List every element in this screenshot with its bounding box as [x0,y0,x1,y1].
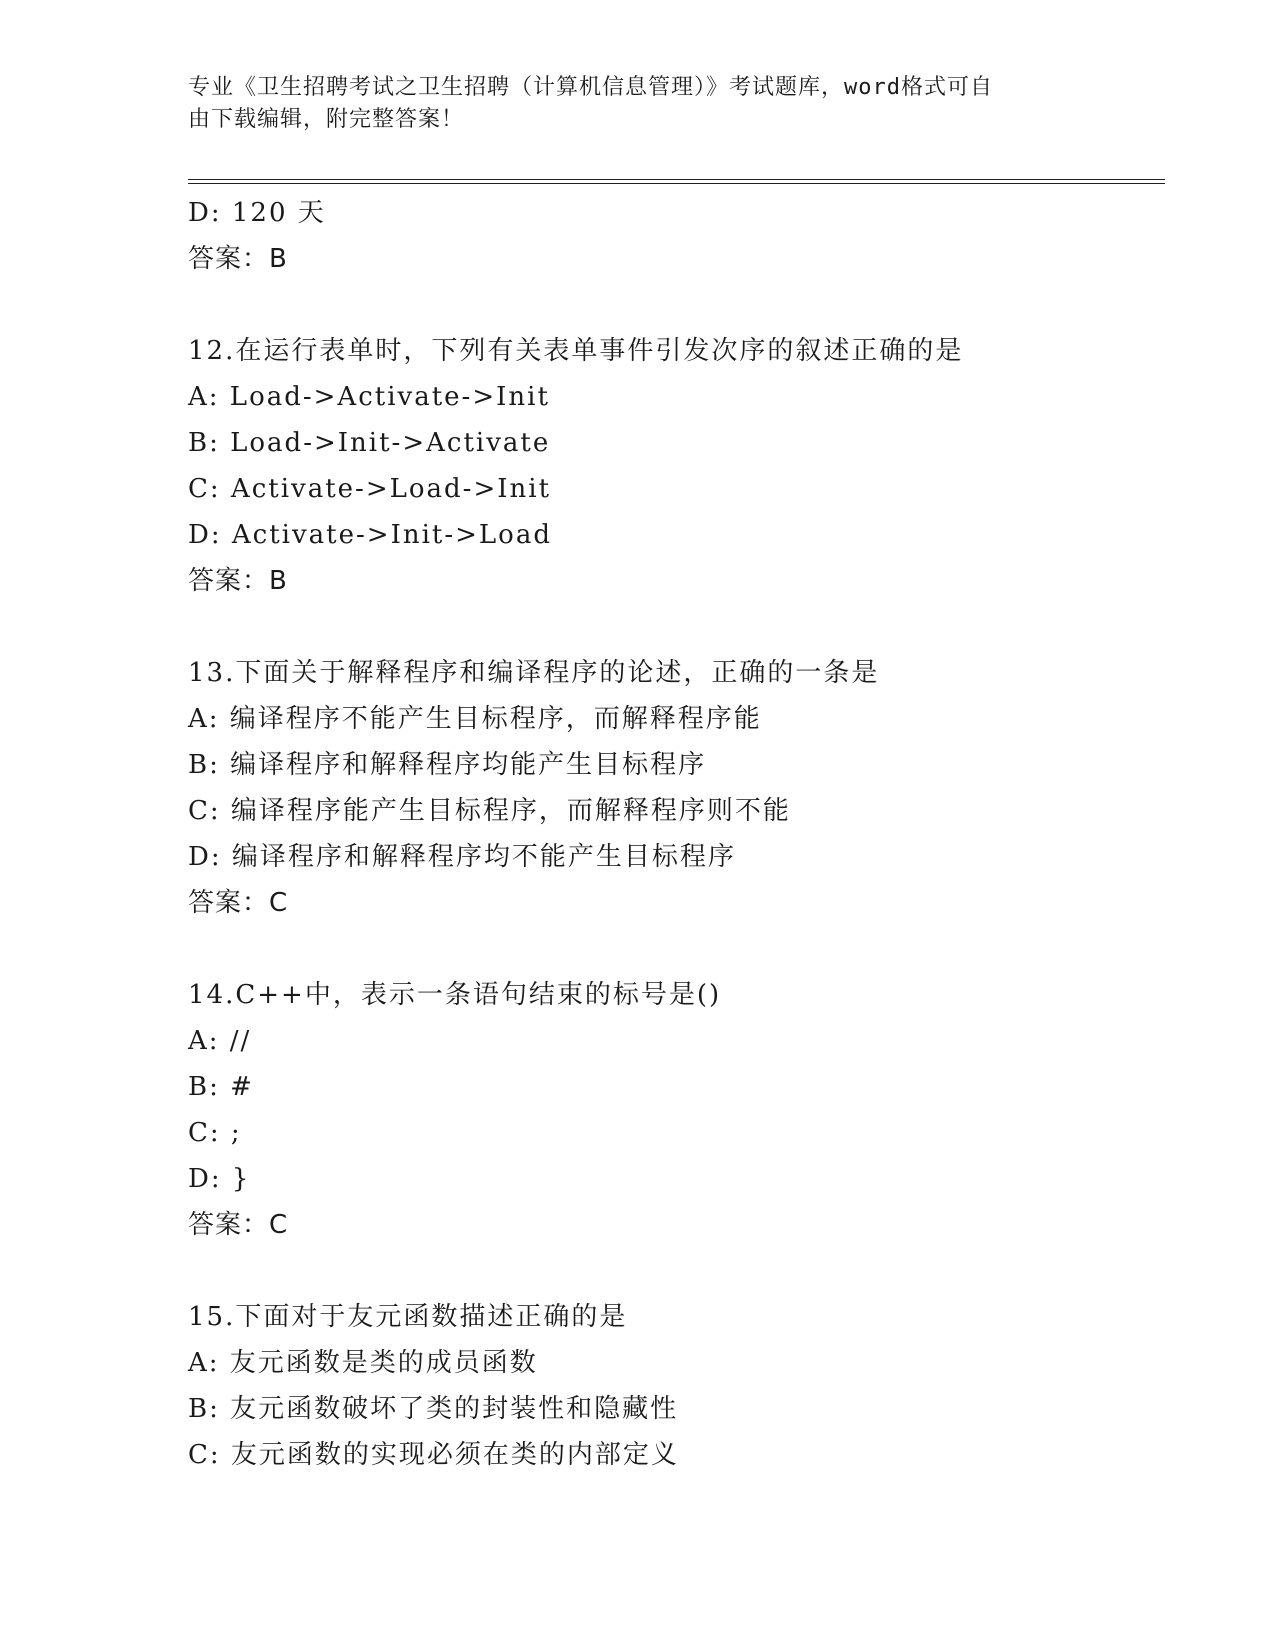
question-stem: 15.下面对于友元函数描述正确的是 [188,1302,628,1332]
spacer [188,282,1168,328]
option-c: C: ; [188,1118,242,1148]
header-divider-top [188,179,1165,180]
option-d: D: Activate->Init->Load [188,520,552,550]
document-header [188,72,1068,136]
question-block-15 [188,1294,1168,1478]
header-divider-bottom [188,183,1165,184]
header-line-2: 由下载编辑，附完整答案！ [188,107,465,132]
option-a: A: 友元函数是类的成员函数 [188,1348,538,1378]
option-a: A: 编译程序不能产生目标程序，而解释程序能 [188,704,762,734]
option-b: B: 编译程序和解释程序均能产生目标程序 [188,750,707,780]
spacer [188,604,1168,650]
option-c: C: 友元函数的实现必须在类的内部定义 [188,1440,679,1470]
question-stem: 13.下面关于解释程序和编译程序的论述，正确的一条是 [188,658,880,688]
answer-line: 答案：C [188,1210,289,1240]
spacer [188,926,1168,972]
question-block-12 [188,328,1168,604]
spacer [188,1248,1168,1294]
question-content [188,190,1168,1478]
option-c: C: Activate->Load->Init [188,474,552,504]
header-line-1: 专业《卫生招聘考试之卫生招聘（计算机信息管理）》考试题库，word格式可自 [188,75,993,100]
option-b: B: # [188,1072,254,1102]
question-block-13 [188,650,1168,926]
option-d: D: 编译程序和解释程序均不能产生目标程序 [188,842,736,872]
question-stem: 14.C++中，表示一条语句结束的标号是() [188,980,722,1010]
option-b: B: 友元函数破坏了类的封装性和隐藏性 [188,1394,679,1424]
answer-line: 答案：B [188,566,288,596]
question-block-14 [188,972,1168,1248]
option-a: A: // [188,1026,252,1056]
option-a: A: Load->Activate->Init [188,382,550,412]
option-b: B: Load->Init->Activate [188,428,551,458]
answer-line: 答案：C [188,888,289,918]
option-c: C: 编译程序能产生目标程序，而解释程序则不能 [188,796,791,826]
question-stem: 12.在运行表单时，下列有关表单事件引发次序的叙述正确的是 [188,336,964,366]
option-d: D: } [188,1164,251,1194]
previous-option-d: D: 120 天 [188,198,326,228]
previous-answer: 答案：B [188,244,288,274]
